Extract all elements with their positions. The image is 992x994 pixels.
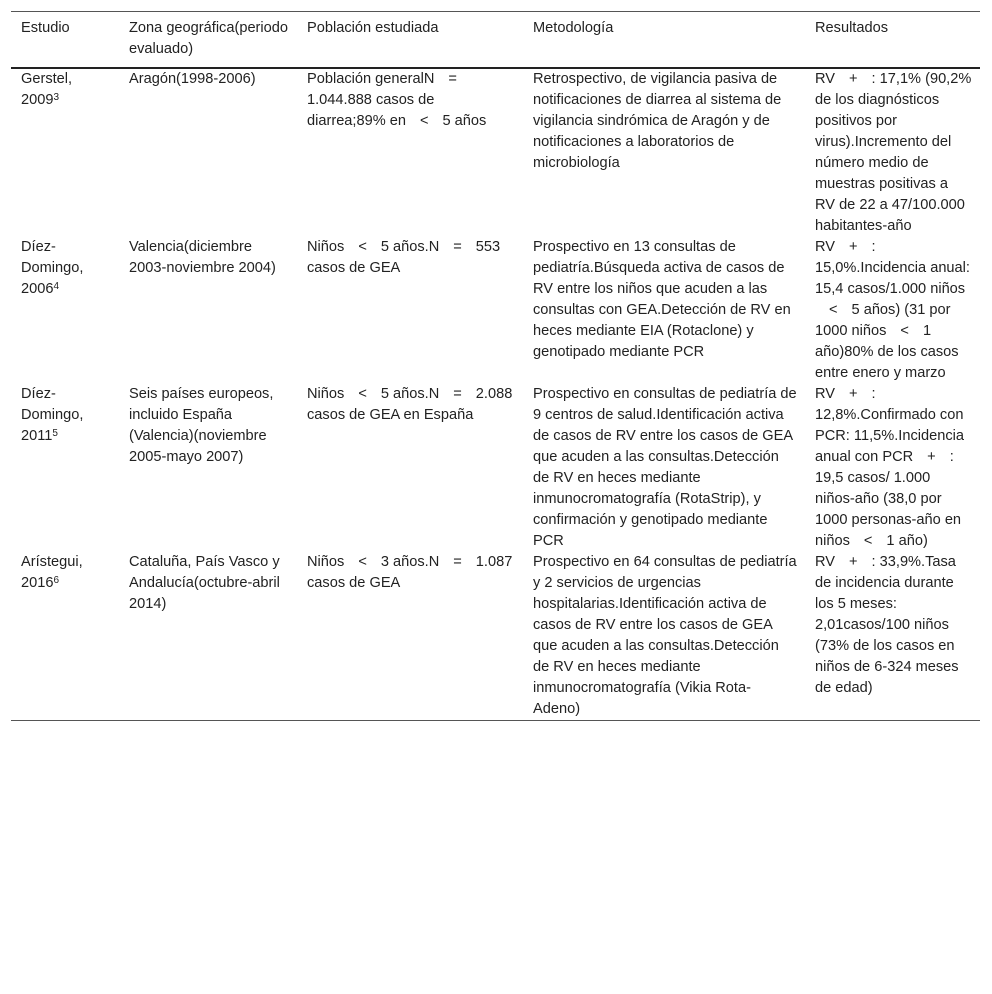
results-part: < bbox=[900, 323, 909, 339]
cell-study bbox=[11, 237, 119, 384]
results-part: : 12,8%.Confirmado con PCR: 11,5%.Incidencia anual con PCR bbox=[815, 386, 964, 465]
results-part: < bbox=[829, 302, 838, 318]
results-part: RV bbox=[815, 239, 836, 255]
results-part: + bbox=[849, 386, 858, 402]
cell-results bbox=[805, 237, 980, 384]
header-row bbox=[11, 12, 980, 69]
results-part: + bbox=[849, 239, 858, 255]
table-row bbox=[11, 68, 980, 237]
study-name: Arístegui, 2016 bbox=[21, 554, 83, 591]
header-results: Resultados bbox=[815, 20, 889, 36]
results-part: RV bbox=[815, 386, 836, 402]
cell-study bbox=[11, 68, 119, 237]
population-part: 1.087 casos de GEA bbox=[307, 554, 513, 591]
results-part: 1 año) bbox=[886, 533, 928, 549]
population-part: 3 años.N bbox=[380, 554, 440, 570]
studies-table bbox=[11, 11, 980, 721]
cell-zone: Aragón(1998-2006) bbox=[129, 71, 256, 87]
population-part: 5 años.N bbox=[380, 386, 440, 402]
study-reference: 5 bbox=[52, 428, 58, 439]
results-part: : 33,9%.Tasa de incidencia durante los 5 meses: 2,01casos/100 niños (73% de los casos en niños de 6-324 meses de edad) bbox=[815, 554, 959, 696]
cell-methodology: Retrospectivo, de vigilancia pasiva de notificaciones de diarrea al sistema de vigilancia sindrómica de Aragón y de notificaciones a laboratorios de microbiología bbox=[533, 71, 782, 171]
population-part: < bbox=[419, 113, 429, 129]
table-row bbox=[11, 552, 980, 721]
study-reference: 3 bbox=[53, 92, 60, 103]
population-part: 5 años.N bbox=[380, 239, 440, 255]
results-part: RV bbox=[815, 554, 836, 570]
results-part: RV bbox=[815, 71, 836, 87]
header-zone: Zona geográfica(periodo evaluado) bbox=[129, 20, 289, 57]
study-name: Díez-Domingo, 2011 bbox=[21, 386, 84, 444]
cell-zone: Seis países europeos, incluido España (Valencia)(noviembre 2005-mayo 2007) bbox=[129, 386, 274, 465]
results-part: : 19,5 casos/ 1.000 niños-año (38,0 por 1000 personas-año en niños bbox=[815, 449, 962, 549]
cell-results bbox=[805, 552, 980, 721]
study-reference: 6 bbox=[53, 575, 60, 586]
cell-zone: Valencia(diciembre 2003-noviembre 2004) bbox=[129, 239, 276, 276]
population-part: = bbox=[453, 554, 462, 570]
results-part: + bbox=[849, 554, 858, 570]
cell-population bbox=[297, 384, 523, 552]
population-part: = bbox=[448, 71, 457, 87]
header-methodology: Metodología bbox=[533, 20, 614, 36]
study-name: Gerstel, 2009 bbox=[21, 71, 73, 108]
results-part: + bbox=[927, 449, 936, 465]
table-body bbox=[11, 68, 980, 721]
population-part: 2.088 casos de GEA en España bbox=[307, 386, 513, 423]
population-part: 1.044.888 casos de diarrea;89% en bbox=[307, 92, 435, 129]
population-part: = bbox=[453, 239, 462, 255]
cell-methodology: Prospectivo en 13 consultas de pediatría.Búsqueda activa de casos de RV entre los niños que acuden a las consultas con GEA.Detección de RV en heces mediante EIA (Rotaclone) y genotipado mediante PCR bbox=[533, 239, 791, 360]
cell-population bbox=[297, 237, 523, 384]
cell-study bbox=[11, 552, 119, 721]
cell-results bbox=[805, 384, 980, 552]
population-part: < bbox=[358, 239, 367, 255]
population-part: 553 casos de GEA bbox=[307, 239, 501, 276]
population-part: Niños bbox=[307, 554, 345, 570]
cell-methodology: Prospectivo en 64 consultas de pediatría y 2 servicios de urgencias hospitalarias.Identificación activa de casos de RV entre los casos de GEA que acuden a las consultas.Detección de RV en heces mediante inmunocromatografía (Vikia Rota-Adeno) bbox=[533, 554, 797, 717]
population-part: < bbox=[358, 554, 367, 570]
cell-methodology: Prospectivo en consultas de pediatría de 9 centros de salud.Identificación activa de casos de RV entre los casos de GEA que acuden a las consultas.Detección de RV en heces mediante inmunocromatografía (RotaStrip), y confirmación y genotipado mediante PCR bbox=[533, 386, 797, 549]
population-part: Niños bbox=[307, 386, 345, 402]
cell-results bbox=[805, 68, 980, 237]
cell-population bbox=[297, 552, 523, 721]
population-part: Población generalN bbox=[307, 71, 435, 87]
cell-zone: Cataluña, País Vasco y Andalucía(octubre-abril 2014) bbox=[129, 554, 280, 612]
results-part: < bbox=[863, 533, 873, 549]
results-part: 5 años) (31 por 1000 niños bbox=[815, 302, 951, 339]
population-part: Niños bbox=[307, 239, 345, 255]
header-population: Población estudiada bbox=[307, 20, 439, 36]
study-reference: 4 bbox=[53, 281, 60, 292]
table-row bbox=[11, 237, 980, 384]
population-part: < bbox=[358, 386, 367, 402]
table-row bbox=[11, 384, 980, 552]
population-part: = bbox=[453, 386, 462, 402]
cell-study bbox=[11, 384, 119, 552]
header-study: Estudio bbox=[21, 20, 70, 36]
population-part: 5 años bbox=[442, 113, 487, 129]
results-part: : 17,1% (90,2% de los diagnósticos positivos por virus).Incremento del número medio de muestras positivas a RV de 22 a 47/100.000 habitantes-año bbox=[815, 71, 972, 234]
results-part: + bbox=[849, 71, 858, 87]
results-part: 1 año)80% de los casos entre enero y marzo bbox=[815, 323, 959, 381]
cell-population bbox=[297, 68, 523, 237]
study-name: Díez-Domingo, 2006 bbox=[21, 239, 84, 297]
results-part: : 15,0%.Incidencia anual: 15,4 casos/1.000 niños bbox=[815, 239, 970, 297]
